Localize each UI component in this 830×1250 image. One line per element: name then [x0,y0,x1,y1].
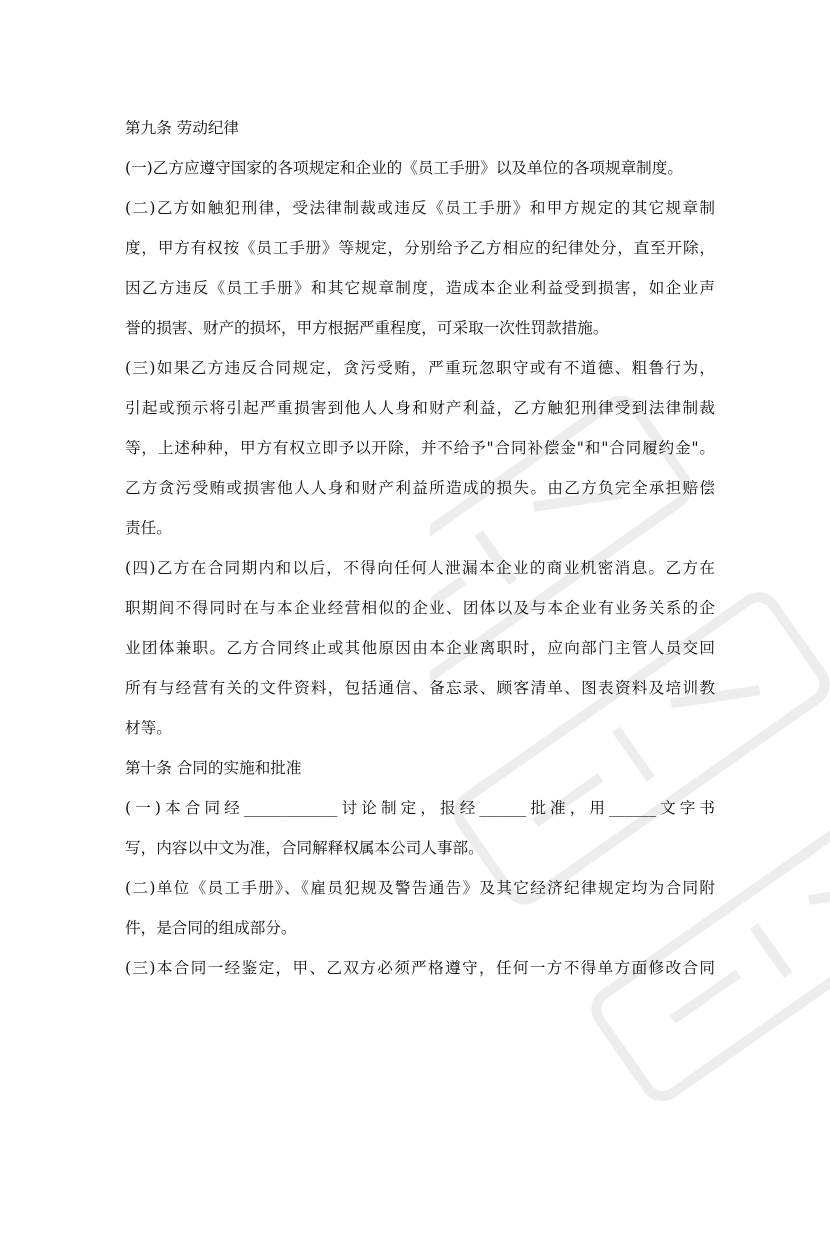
article-9-item-2-line-2: 度，甲方有权按《员工手册》等规定，分别给予乙方相应的纪律处分，直至开除， [125,239,715,257]
article-9-item-3-line-4: 乙方贪污受贿或损害他人人身和财产利益所造成的损失。由乙方负完全承担赔偿 [125,479,715,497]
article-9-item-3-line-1: (三)如果乙方违反合同规定，贪污受贿，严重玩忽职守或有不道德、粗鲁行为， [125,359,715,377]
article-10-heading: 第十条 合同的实施和批准 [125,759,302,777]
article-10-item-3-line-1: (三)本合同一经鉴定，甲、乙双方必须严格遵守，任何一方不得单方面修改合同 [125,959,715,977]
article-9-item-2-line-1: (二)乙方如触犯刑律，受法律制裁或违反《员工手册》和甲方规定的其它规章制 [125,199,715,217]
article-9-item-4-line-5: 材等。 [125,719,172,737]
article-9-item-1-line-1: (一)乙方应遵守国家的各项规定和企业的《员工手册》以及单位的各项规章制度。 [125,159,683,177]
article-9-item-3-line-3: 等，上述种种，甲方有权立即予以开除，并不给予"合同补偿金"和"合同履约金"。 [125,439,715,457]
article-9-item-4-line-1: (四)乙方在合同期内和以后，不得向任何人泄漏本企业的商业机密消息。乙方在 [125,559,715,577]
article-10-item-1-line-1: (一)本合同经____________讨论制定，报经______批准，用______文字书 [125,799,715,817]
article-9-item-4-line-2: 职期间不得同时在与本企业经营相似的企业、团体以及与本企业有业务关系的企 [125,599,715,617]
document-body [125,108,715,988]
article-9-heading: 第九条 劳动纪律 [125,119,240,137]
article-9-item-3-line-5: 责任。 [125,519,172,537]
article-9-item-2-line-3: 因乙方违反《员工手册》和其它规章制度，造成本企业利益受到损害，如企业声 [125,279,715,297]
article-9-item-4-line-3: 业团体兼职。乙方合同终止或其他原因由本企业离职时，应向部门主管人员交回 [125,639,715,657]
article-9-item-2-line-4: 誉的损害、财产的损坏，甲方根据严重程度，可采取一次性罚款措施。 [125,319,609,337]
article-10-item-2-line-1: (二)单位《员工手册》、《雇员犯规及警告通告》及其它经济纪律规定均为合同附 [125,879,715,897]
article-10-item-2-line-2: 件，是合同的组成部分。 [125,919,297,937]
article-10-item-1-line-2: 写，内容以中文为准，合同解释权属本公司人事部。 [125,839,484,857]
article-9-item-3-line-2: 引起或预示将引起严重损害到他人人身和财产利益，乙方触犯刑律受到法律制裁 [125,399,715,417]
article-9-item-4-line-4: 所有与经营有关的文件资料，包括通信、备忘录、顾客清单、图表资料及培训教 [125,679,715,697]
